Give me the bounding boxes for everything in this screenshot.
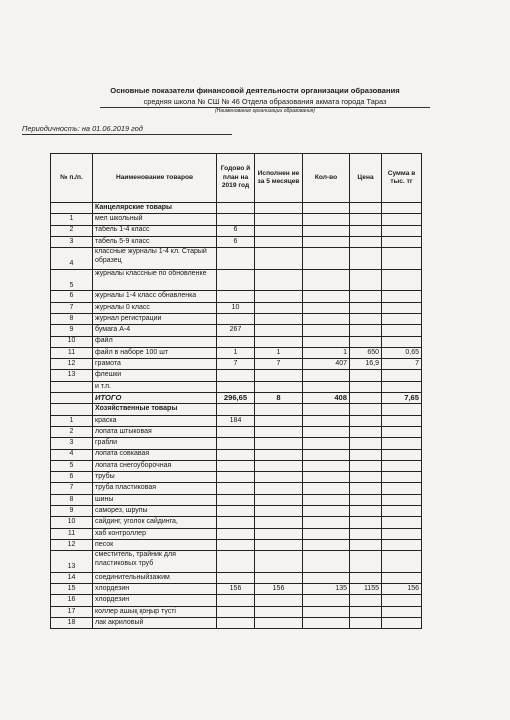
cell-quantity — [303, 517, 350, 528]
cell-sum — [382, 517, 422, 528]
table-row — [51, 506, 422, 517]
cell-sum: 7 — [382, 359, 422, 370]
cell-price — [350, 606, 382, 617]
table-row — [51, 347, 422, 358]
cell-price — [350, 472, 382, 483]
table-row — [51, 291, 422, 302]
cell-plan — [217, 449, 255, 460]
cell-sum — [382, 325, 422, 336]
empty-cell — [350, 404, 382, 415]
cell-number: 4 — [51, 449, 93, 460]
cell-price — [350, 506, 382, 517]
cell-sum — [382, 426, 422, 437]
table-row — [51, 236, 422, 247]
cell-sum — [382, 381, 422, 392]
table-row — [51, 472, 422, 483]
table-row — [51, 214, 422, 225]
cell-plan — [217, 595, 255, 606]
section-title: Канцелярские товары — [93, 203, 217, 214]
cell-name: трубы — [93, 472, 217, 483]
cell-price — [350, 517, 382, 528]
cell-name: лак акриловый — [93, 617, 217, 628]
cell-execution — [255, 517, 303, 528]
table-row — [51, 517, 422, 528]
cell-number: 6 — [51, 291, 93, 302]
cell-quantity — [303, 460, 350, 471]
cell-number: 15 — [51, 584, 93, 595]
table-row — [51, 606, 422, 617]
cell-plan: 6 — [217, 236, 255, 247]
cell-sum — [382, 539, 422, 550]
cell-price — [350, 438, 382, 449]
cell-price — [350, 214, 382, 225]
total-number — [51, 393, 93, 404]
cell-name: журналы 1-4 класс обнавленка — [93, 291, 217, 302]
cell-quantity — [303, 291, 350, 302]
cell-name: файл в наборе 100 шт — [93, 347, 217, 358]
cell-execution: 156 — [255, 584, 303, 595]
cell-plan: 7 — [217, 359, 255, 370]
cell-price — [350, 381, 382, 392]
cell-quantity: 407 — [303, 359, 350, 370]
cell-number: 3 — [51, 236, 93, 247]
cell-price: 16,9 — [350, 359, 382, 370]
cell-execution — [255, 370, 303, 381]
cell-quantity — [303, 472, 350, 483]
cell-execution — [255, 528, 303, 539]
cell-sum — [382, 528, 422, 539]
table-row — [51, 325, 422, 336]
col-header-plan: Годово й план на 2019 год — [217, 154, 255, 203]
cell-name: шины — [93, 494, 217, 505]
organization-name: средняя школа № СШ № 46 Отдела образования акмата города Тараз — [143, 97, 387, 106]
cell-price — [350, 449, 382, 460]
cell-name: сместитель, трайник для пластиковых труб — [93, 551, 217, 573]
table-row — [51, 617, 422, 628]
cell-price — [350, 460, 382, 471]
table-row — [51, 248, 422, 270]
cell-execution — [255, 415, 303, 426]
total-quantity: 408 — [303, 393, 350, 404]
cell-execution — [255, 236, 303, 247]
cell-plan — [217, 506, 255, 517]
cell-execution — [255, 313, 303, 324]
cell-name: краска — [93, 415, 217, 426]
cell-number: 18 — [51, 617, 93, 628]
section-row — [51, 404, 422, 415]
table-row — [51, 449, 422, 460]
total-plan: 296,65 — [217, 393, 255, 404]
cell-name: соединительныйзажим — [93, 572, 217, 583]
cell-execution — [255, 460, 303, 471]
cell-price — [350, 269, 382, 291]
cell-number: 9 — [51, 506, 93, 517]
cell-quantity — [303, 269, 350, 291]
cell-execution — [255, 248, 303, 270]
cell-name: журнал регистрации — [93, 313, 217, 324]
cell-quantity — [303, 426, 350, 437]
cell-number: 1 — [51, 214, 93, 225]
table-row — [51, 313, 422, 324]
cell-plan: 267 — [217, 325, 255, 336]
col-header-quantity: Кол-во — [303, 154, 350, 203]
cell-price — [350, 494, 382, 505]
cell-number: 14 — [51, 572, 93, 583]
cell-number: 1 — [51, 415, 93, 426]
cell-sum — [382, 595, 422, 606]
cell-name: грабли — [93, 438, 217, 449]
cell-name: хлордезин — [93, 595, 217, 606]
cell-plan: 1 — [217, 347, 255, 358]
cell-sum — [382, 302, 422, 313]
cell-number: 9 — [51, 325, 93, 336]
cell-execution — [255, 225, 303, 236]
cell-sum — [382, 438, 422, 449]
cell-sum — [382, 236, 422, 247]
empty-cell — [303, 404, 350, 415]
total-row — [51, 393, 422, 404]
empty-cell — [255, 203, 303, 214]
cell-name: файл — [93, 336, 217, 347]
cell-plan — [217, 460, 255, 471]
cell-number: 3 — [51, 438, 93, 449]
cell-quantity — [303, 214, 350, 225]
cell-price — [350, 302, 382, 313]
cell-sum — [382, 572, 422, 583]
empty-cell — [382, 404, 422, 415]
cell-name: лопата снегоуборочная — [93, 460, 217, 471]
cell-price — [350, 370, 382, 381]
organization-caption: (Наименование организации образования) — [215, 108, 315, 114]
table-row — [51, 381, 422, 392]
empty-cell — [303, 203, 350, 214]
cell-price: 650 — [350, 347, 382, 358]
cell-execution — [255, 617, 303, 628]
cell-number: 5 — [51, 460, 93, 471]
cell-quantity — [303, 225, 350, 236]
cell-sum — [382, 313, 422, 324]
cell-price — [350, 426, 382, 437]
cell-execution — [255, 381, 303, 392]
cell-name: лопата совкавая — [93, 449, 217, 460]
cell-quantity — [303, 236, 350, 247]
table-row — [51, 595, 422, 606]
cell-quantity — [303, 438, 350, 449]
cell-name: мел школьный — [93, 214, 217, 225]
table-row — [51, 426, 422, 437]
cell-sum — [382, 214, 422, 225]
cell-execution — [255, 336, 303, 347]
cell-quantity — [303, 528, 350, 539]
cell-execution — [255, 472, 303, 483]
cell-execution — [255, 506, 303, 517]
cell-number: 8 — [51, 313, 93, 324]
cell-plan — [217, 438, 255, 449]
cell-quantity — [303, 595, 350, 606]
table-row — [51, 494, 422, 505]
cell-number: 10 — [51, 517, 93, 528]
table-row — [51, 438, 422, 449]
cell-sum — [382, 551, 422, 573]
empty-cell — [255, 404, 303, 415]
cell-plan — [217, 517, 255, 528]
periodicity: Периодичность: на 01.06.2019 год — [22, 124, 143, 133]
cell-number: 7 — [51, 302, 93, 313]
cell-plan — [217, 381, 255, 392]
table-row — [51, 584, 422, 595]
cell-price: 1155 — [350, 584, 382, 595]
cell-sum: 0,65 — [382, 347, 422, 358]
table-header-row — [51, 154, 422, 203]
cell-plan — [217, 426, 255, 437]
cell-quantity — [303, 370, 350, 381]
cell-name: табель 1-4 класс — [93, 225, 217, 236]
cell-execution — [255, 214, 303, 225]
cell-number: 2 — [51, 426, 93, 437]
cell-plan: 156 — [217, 584, 255, 595]
cell-name: лопата штыковая — [93, 426, 217, 437]
cell-sum — [382, 506, 422, 517]
table-row — [51, 528, 422, 539]
table-row — [51, 336, 422, 347]
cell-name: флешки — [93, 370, 217, 381]
cell-plan — [217, 494, 255, 505]
cell-price — [350, 572, 382, 583]
total-name: ИТОГО — [93, 393, 217, 404]
cell-sum — [382, 606, 422, 617]
cell-price — [350, 551, 382, 573]
cell-number: 13 — [51, 370, 93, 381]
cell-sum — [382, 336, 422, 347]
cell-name: сайдинг, уголок сайдинга, — [93, 517, 217, 528]
cell-plan — [217, 606, 255, 617]
col-header-number: № п./п. — [51, 154, 93, 203]
cell-plan — [217, 313, 255, 324]
cell-price — [350, 325, 382, 336]
cell-sum — [382, 472, 422, 483]
cell-price — [350, 236, 382, 247]
cell-name: классные журналы 1-4 кл. Старый образец — [93, 248, 217, 270]
table-row — [51, 269, 422, 291]
cell-quantity — [303, 325, 350, 336]
cell-quantity — [303, 506, 350, 517]
cell-plan — [217, 572, 255, 583]
cell-quantity — [303, 539, 350, 550]
document-title: Основные показатели финансовой деятельности организации образования — [110, 86, 400, 95]
cell-sum — [382, 225, 422, 236]
col-header-name: Наименование товаров — [93, 154, 217, 203]
cell-sum: 156 — [382, 584, 422, 595]
cell-sum — [382, 269, 422, 291]
col-header-execution: Исполнен ие за 5 месяцев — [255, 154, 303, 203]
cell-price — [350, 336, 382, 347]
cell-quantity — [303, 381, 350, 392]
cell-name: журналы классные по обновленке — [93, 269, 217, 291]
cell-number: 8 — [51, 494, 93, 505]
cell-name: коллер ашық қоңыр түсті — [93, 606, 217, 617]
cell-price — [350, 248, 382, 270]
cell-execution — [255, 539, 303, 550]
cell-execution — [255, 606, 303, 617]
cell-number: 11 — [51, 528, 93, 539]
cell-price — [350, 539, 382, 550]
table-row — [51, 483, 422, 494]
cell-plan — [217, 214, 255, 225]
table-row — [51, 415, 422, 426]
cell-sum — [382, 370, 422, 381]
cell-plan — [217, 539, 255, 550]
empty-cell — [217, 404, 255, 415]
table-row — [51, 572, 422, 583]
cell-plan — [217, 472, 255, 483]
cell-execution — [255, 595, 303, 606]
cell-quantity — [303, 449, 350, 460]
total-execution: 8 — [255, 393, 303, 404]
cell-quantity — [303, 483, 350, 494]
cell-quantity — [303, 551, 350, 573]
cell-plan — [217, 483, 255, 494]
table-row — [51, 370, 422, 381]
cell-number: 6 — [51, 472, 93, 483]
cell-execution — [255, 438, 303, 449]
cell-quantity — [303, 606, 350, 617]
cell-execution — [255, 494, 303, 505]
cell-name: песок — [93, 539, 217, 550]
cell-name: и т.п. — [93, 381, 217, 392]
cell-sum — [382, 617, 422, 628]
table-row — [51, 225, 422, 236]
cell-execution — [255, 269, 303, 291]
cell-plan — [217, 528, 255, 539]
cell-quantity — [303, 248, 350, 270]
cell-plan: 6 — [217, 225, 255, 236]
cell-number: 11 — [51, 347, 93, 358]
cell-name: табель 5-9 класс — [93, 236, 217, 247]
cell-number: 5 — [51, 269, 93, 291]
cell-execution — [255, 483, 303, 494]
cell-price — [350, 225, 382, 236]
cell-execution: 7 — [255, 359, 303, 370]
cell-execution — [255, 426, 303, 437]
cell-name: труба пластиковая — [93, 483, 217, 494]
cell-sum — [382, 460, 422, 471]
cell-number: 17 — [51, 606, 93, 617]
col-header-sum: Сумма в тыс. тг — [382, 154, 422, 203]
cell-sum — [382, 483, 422, 494]
cell-quantity — [303, 494, 350, 505]
cell-price — [350, 313, 382, 324]
section-spacer — [51, 404, 93, 415]
cell-plan — [217, 370, 255, 381]
cell-execution — [255, 291, 303, 302]
cell-plan — [217, 617, 255, 628]
table-row — [51, 302, 422, 313]
cell-quantity — [303, 415, 350, 426]
cell-plan — [217, 291, 255, 302]
section-row — [51, 203, 422, 214]
cell-plan: 184 — [217, 415, 255, 426]
cell-number: 7 — [51, 483, 93, 494]
empty-cell — [217, 203, 255, 214]
section-title: Хозяйственные товары — [93, 404, 217, 415]
cell-sum — [382, 291, 422, 302]
table-row — [51, 359, 422, 370]
cell-sum — [382, 449, 422, 460]
cell-quantity — [303, 617, 350, 628]
table-row — [51, 551, 422, 573]
cell-number — [51, 381, 93, 392]
total-sum: 7,65 — [382, 393, 422, 404]
cell-plan — [217, 551, 255, 573]
cell-price — [350, 415, 382, 426]
cell-sum — [382, 494, 422, 505]
cell-name: бумага А-4 — [93, 325, 217, 336]
cell-execution — [255, 551, 303, 573]
cell-quantity — [303, 336, 350, 347]
cell-plan — [217, 248, 255, 270]
total-price — [350, 393, 382, 404]
cell-plan — [217, 336, 255, 347]
cell-quantity: 135 — [303, 584, 350, 595]
cell-quantity: 1 — [303, 347, 350, 358]
table-row — [51, 460, 422, 471]
cell-execution — [255, 572, 303, 583]
cell-number: 16 — [51, 595, 93, 606]
cell-number: 12 — [51, 359, 93, 370]
cell-name: хлордезин — [93, 584, 217, 595]
cell-number: 12 — [51, 539, 93, 550]
cell-plan: 10 — [217, 302, 255, 313]
cell-number: 4 — [51, 248, 93, 270]
section-spacer — [51, 203, 93, 214]
cell-price — [350, 528, 382, 539]
col-header-price: Цена — [350, 154, 382, 203]
cell-name: саморез, шрупы — [93, 506, 217, 517]
cell-sum — [382, 415, 422, 426]
cell-name: грамота — [93, 359, 217, 370]
cell-price — [350, 291, 382, 302]
cell-price — [350, 617, 382, 628]
periodicity-underline — [22, 134, 232, 135]
cell-quantity — [303, 572, 350, 583]
indicators-table — [50, 153, 422, 629]
cell-quantity — [303, 313, 350, 324]
cell-number: 10 — [51, 336, 93, 347]
cell-quantity — [303, 302, 350, 313]
cell-execution — [255, 302, 303, 313]
cell-name: хаб контроллер — [93, 528, 217, 539]
cell-execution: 1 — [255, 347, 303, 358]
empty-cell — [350, 203, 382, 214]
cell-execution — [255, 449, 303, 460]
cell-number: 13 — [51, 551, 93, 573]
empty-cell — [382, 203, 422, 214]
table-row — [51, 539, 422, 550]
cell-execution — [255, 325, 303, 336]
cell-price — [350, 595, 382, 606]
cell-number: 2 — [51, 225, 93, 236]
cell-price — [350, 483, 382, 494]
cell-sum — [382, 248, 422, 270]
cell-plan — [217, 269, 255, 291]
cell-name: журналы 0 класс — [93, 302, 217, 313]
